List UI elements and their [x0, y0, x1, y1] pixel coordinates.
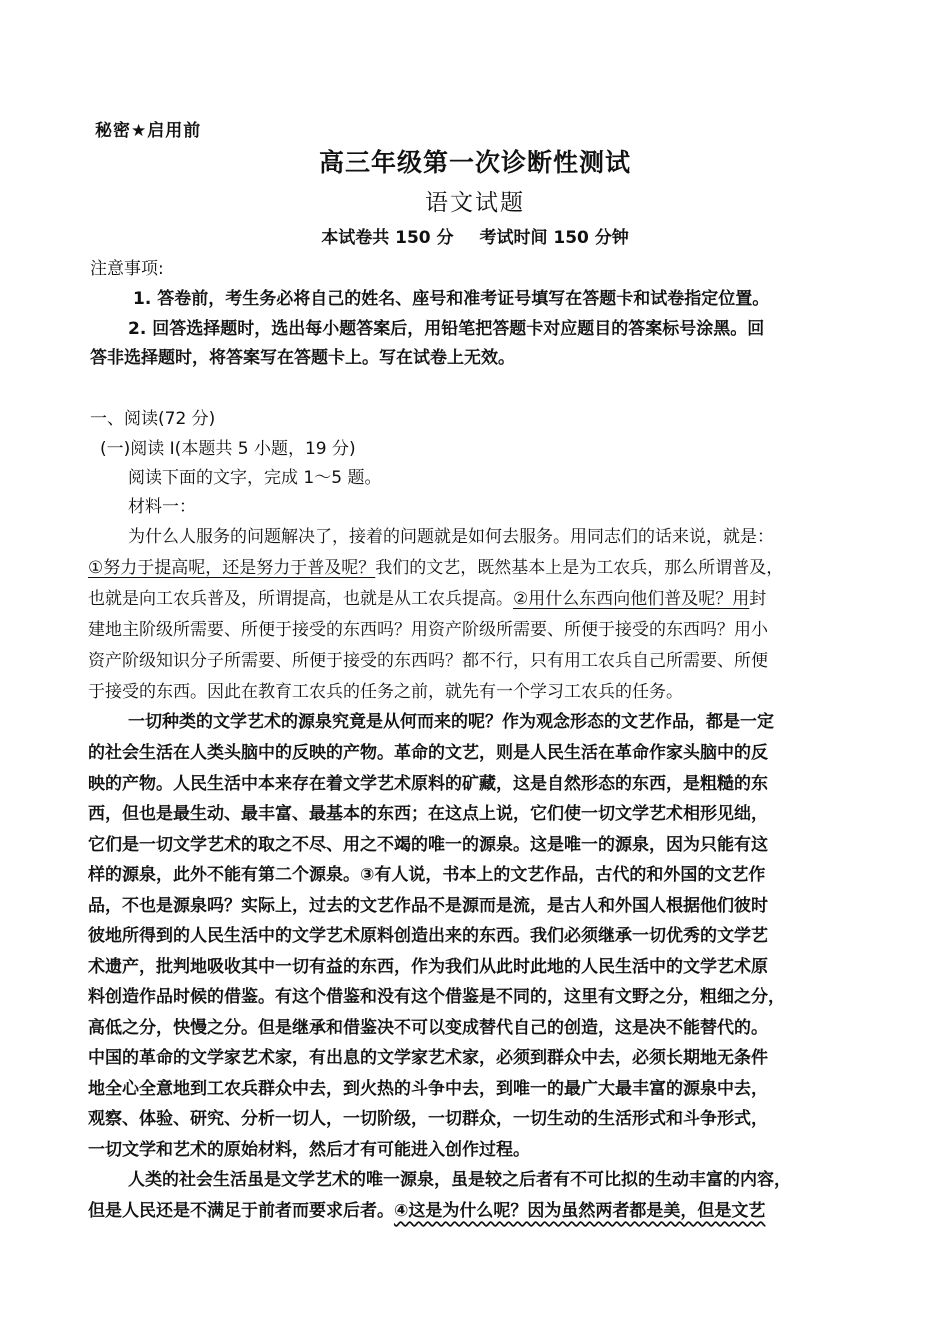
p2-line3: 映的产物。人民生活中本来存在着文学艺术原料的矿藏，这是自然形态的东西，是粗糙的东 [88, 774, 768, 794]
subject-title: 语文试题 [425, 190, 525, 216]
p1-line3 [88, 587, 766, 611]
p1-line6: 于接受的东西。因此在教育工农兵的任务之前，就先有一个学习工农兵的任务。 [88, 682, 683, 702]
underlined-question-1: ①努力于提高呢，还是努力于普及呢？ [88, 558, 376, 578]
secret-label: 秘密★启用前 [95, 121, 202, 141]
underlined-question-2: ②用什么东西向他们普及呢？用 [513, 589, 750, 609]
p2-line8: 彼地所得到的人民生活中的文学艺术原料创造出来的东西。我们必须继承一切优秀的文学艺 [88, 926, 768, 946]
total-score: 本试卷共 150 分 [321, 228, 454, 248]
p2-line2: 的社会生活在人类头脑中的反映的产物。革命的文艺，则是人民生活在革命作家头脑中的反 [88, 743, 768, 763]
p3-line1: 人类的社会生活虽是文学艺术的唯一源泉，虽是较之后者有不可比拟的生动丰富的内容， [128, 1170, 791, 1190]
p1-line1: 为什么人服务的问题解决了，接着的问题就是如何去服务。用同志们的话来说，就是： [128, 527, 774, 547]
p2-line1: 一切种类的文学艺术的源泉究竟是从何而来的呢？作为观念形态的文艺作品，都是一定 [128, 712, 774, 732]
p1-line4: 建地主阶级所需要、所便于接受的东西吗？用资产阶级所需要、所便于接受的东西吗？用小 [88, 620, 768, 640]
p2-line13: 地全心全意地到工农兵群众中去，到火热的斗争中去，到唯一的最广大最丰富的源泉中去， [88, 1079, 768, 1099]
p2-line11: 高低之分，快慢之分。但是继承和借鉴决不可以变成替代自己的创造，这是决不能替代的。 [88, 1018, 768, 1038]
instruction: 阅读下面的文字，完成 1～5 题。 [128, 468, 382, 488]
section-heading: 一、阅读(72 分) [90, 409, 216, 429]
p2-line6: 样的源泉，此外不能有第二个源泉。③有人说，书本上的文艺作品，古代的和外国的文艺作 [88, 865, 766, 885]
notes-heading: 注意事项: [90, 259, 164, 279]
note-item-2-line2: 答非选择题时，将答案写在答题卡上。写在试卷上无效。 [90, 348, 515, 368]
p3-line2-a: 但是人民还是不满足于前者而要求后者。 [88, 1201, 394, 1221]
p1-line3-a: 也就是向工农兵普及，所谓提高，也就是从工农兵提高。 [88, 589, 513, 609]
wavy-underlined-question-4: ④这是为什么呢？因为虽然两者都是美，但是文艺 [394, 1201, 766, 1221]
exam-time: 考试时间 150 分钟 [479, 228, 629, 248]
p2-line9: 术遗产，批判地吸收其中一切有益的东西，作为我们从此时此地的人民生活中的文学艺术原 [88, 957, 768, 977]
p2-line7: 品，不也是源泉吗？实际上，过去的文艺作品不是源而是流，是古人和外国人根据他们彼时 [88, 896, 768, 916]
p2-line12: 中国的革命的文学家艺术家，有出息的文学家艺术家，必须到群众中去，必须长期地无条件 [88, 1048, 768, 1068]
p2-line14: 观察、体验、研究、分析一切人，一切阶级，一切群众，一切生动的生活形式和斗争形式， [88, 1109, 768, 1129]
p2-line5: 它们是一切文学艺术的取之不尽、用之不竭的唯一的源泉。这是唯一的源泉，因为只能有这 [88, 835, 768, 855]
subsection-heading: (一)阅读 I(本题共 5 小题，19 分) [100, 439, 356, 459]
p3-line2 [88, 1199, 765, 1223]
p1-line3-b: 封 [749, 589, 767, 609]
note-item-1: 1. 答卷前，考生务必将自己的姓名、座号和准考证号填写在答题卡和试卷指定位置。 [133, 289, 770, 309]
p2-line10: 料创造作品时候的借鉴。有这个借鉴和没有这个借鉴是不同的，这里有文野之分，粗细之分， [88, 987, 785, 1007]
p1-line2 [88, 556, 783, 580]
note-item-2-line1: 2. 回答选择题时，选出每小题答案后，用铅笔把答题卡对应题目的答案标号涂黑。回 [128, 319, 765, 339]
p1-line5: 资产阶级知识分子所需要、所便于接受的东西吗？都不行，只有用工农兵自己所需要、所便 [88, 651, 768, 671]
material-label: 材料一： [128, 497, 196, 517]
p2-line4: 西，但也是最生动、最丰富、最基本的东西；在这点上说，它们使一切文学艺术相形见绌， [88, 804, 768, 824]
exam-title: 高三年级第一次诊断性测试 [318, 148, 631, 177]
p2-line15: 一切文学和艺术的原始材料，然后才有可能进入创作过程。 [88, 1140, 530, 1160]
p1-line2-rest: 我们的文艺，既然基本上是为工农兵，那么所谓普及， [375, 558, 784, 578]
exam-meta [0, 223, 950, 248]
